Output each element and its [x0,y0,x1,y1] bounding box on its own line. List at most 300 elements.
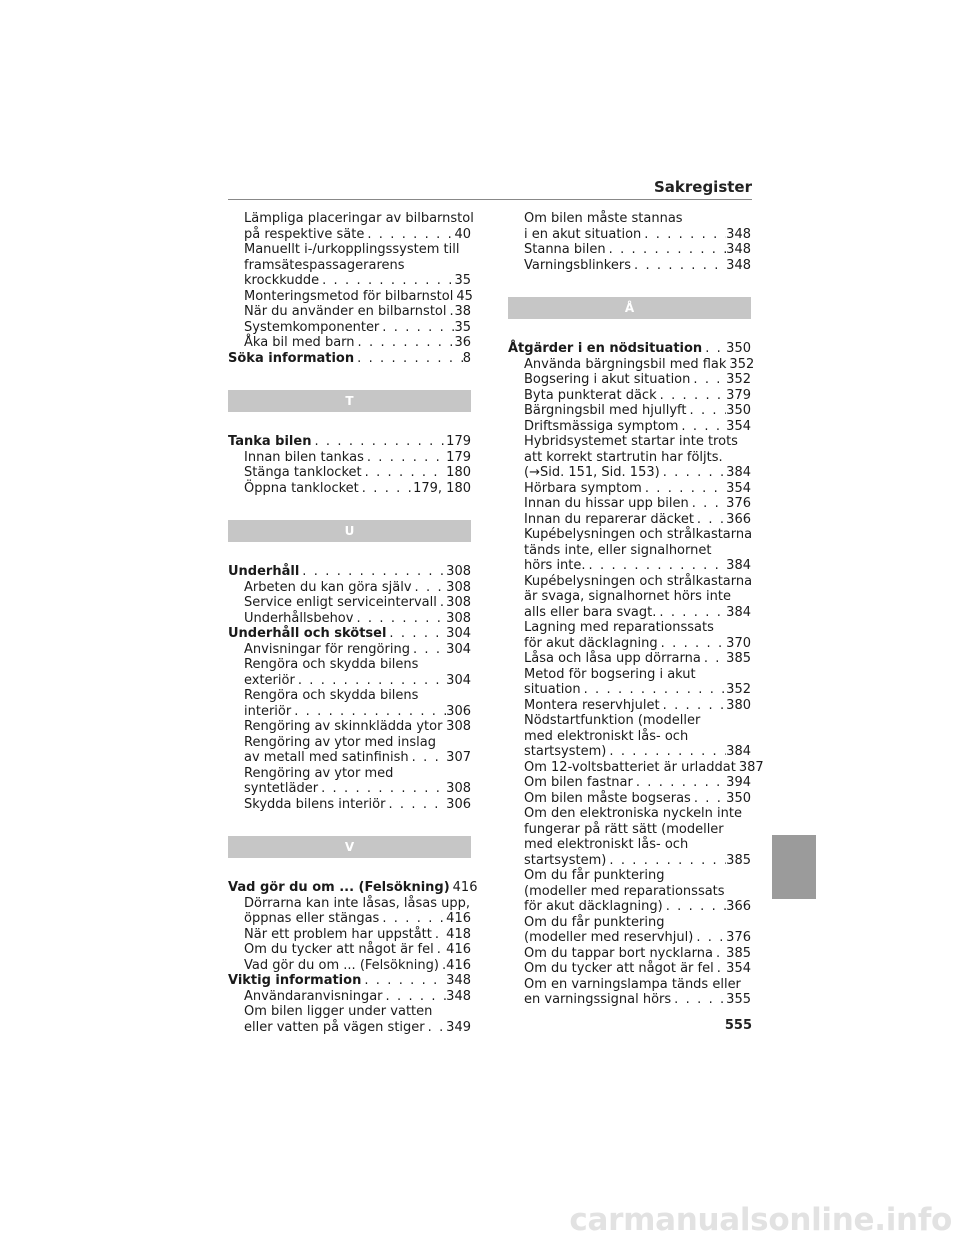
entry-text: fungerar på rätt sätt (modeller [524,821,724,837]
dot-leader [697,512,726,528]
index-entry-main [228,351,471,367]
index-entry-sub [228,611,471,627]
index-entry-sub [228,642,471,658]
entry-text: Viktig information [228,973,362,988]
dot-leader [694,791,726,807]
index-entry-sub [508,450,751,466]
entry-page: 384 [726,558,751,573]
entry-text: krockkudde [244,273,320,288]
entry-text: Underhållsbehov [244,610,354,626]
entry-text: att korrekt startrutin har följts. [524,449,723,465]
index-entry-sub [508,759,764,776]
entry-page: 354 [726,480,751,496]
index-entry-sub [508,915,751,931]
entry-page: 385 [726,651,751,666]
entry-text: en varningssignal hörs [524,992,672,1007]
dot-leader [302,564,446,580]
dot-leader [382,911,446,927]
entry-page: 354 [726,961,751,976]
index-entry-sub [228,673,471,689]
entry-text: Om bilen måste stannas [524,211,683,226]
entry-page: 385 [726,852,751,868]
entry-page: 366 [726,511,751,527]
entry-page: 179 [446,434,471,449]
entry-page: 179 [446,449,471,465]
entry-page: 179, 180 [413,480,471,496]
section-t-entries [228,434,471,496]
right-column [508,211,764,1008]
index-entry-sub [508,636,751,652]
entry-page: 308 [446,579,471,595]
page-number: 555 [724,1018,752,1033]
entry-page: 394 [726,775,751,790]
dot-leader [389,626,446,642]
entry-text: När ett problem har uppstått [244,926,432,942]
entry-text: Åtgärder i en nödsituation [508,341,703,356]
index-entry-sub [228,797,471,813]
index-entry-sub [228,688,471,704]
section-v-entries [228,880,478,1035]
entry-page: 352 [729,356,755,372]
index-entry-sub [508,992,751,1008]
index-entry-sub [508,744,751,760]
dot-leader [645,481,726,497]
index-entry-sub [508,713,751,729]
entry-page: 349 [446,1019,471,1035]
index-entry-main [228,880,478,896]
dot-leader [367,227,454,243]
left-column [228,211,478,1035]
entry-text: Metod för bogsering i akut [524,666,696,682]
index-entry-sub [228,258,471,274]
entry-text: med elektroniskt lås- och [524,728,689,744]
dot-leader [609,242,727,258]
entry-text: situation [524,682,581,697]
index-entry-sub [508,682,751,698]
entry-text: Om bilen fastnar [524,775,633,790]
entry-page: 308 [446,719,471,734]
dot-leader [663,698,727,714]
index-entry-sub [508,434,751,450]
entry-text: Montera reservhjulet [524,697,660,713]
index-entry-sub [228,1004,471,1020]
index-entry-sub [228,273,471,289]
index-entry-sub [508,512,751,528]
dot-leader [681,419,726,435]
entry-page: 350 [726,790,751,806]
entry-page: 304 [446,672,471,688]
dot-leader [437,942,446,958]
index-entry-sub [228,1020,471,1036]
dot-leader [704,651,726,667]
index-entry-sub [228,242,471,258]
entry-page: 8 [462,350,471,366]
dot-leader [358,335,455,351]
index-entry-sub [508,356,755,373]
entry-page: 352 [726,682,751,697]
entry-text: Stänga tanklocket [244,465,362,480]
entry-page: 416 [452,880,478,895]
dot-leader [693,372,726,388]
index-entry-sub [508,574,751,590]
entry-text: Om du tycker att något är fel [524,961,714,976]
entry-page: 38 [454,304,471,319]
entry-text: Använda bärgningsbil med flak [524,356,727,372]
dot-leader [314,434,446,450]
entry-page: 350 [726,341,751,356]
dot-leader [705,341,726,357]
letter-bar-v: V [228,836,471,858]
index-entry-main [228,973,471,989]
index-entry-sub [508,837,751,853]
entry-text: tänds inte, eller signalhornet [524,542,712,558]
entry-page: 308 [446,595,471,610]
index-entry-sub [508,729,751,745]
entry-page: 308 [446,781,471,796]
index-entry-sub [508,946,751,962]
dot-leader [298,673,446,689]
dot-leader [413,642,446,658]
entry-page: 376 [726,930,751,945]
index-entry-sub [228,304,471,320]
entry-text: (→Sid. 151, Sid. 153) [524,465,660,480]
index-entry-main [228,434,471,450]
entry-text: Underhåll och skötsel [228,626,387,641]
index-entry-sub [508,481,751,497]
dot-leader [364,973,446,989]
entry-page: 384 [726,604,751,620]
index-entry-sub [508,543,751,559]
index-entry-sub [508,372,751,388]
index-entry-sub [508,977,751,993]
entry-text: Om bilen ligger under vatten [244,1004,433,1019]
entry-page: 366 [726,899,751,914]
entry-page: 376 [726,496,751,511]
index-entry-sub [508,620,751,636]
entry-text: av metall med satinfinish [244,750,409,765]
index-entry-sub [508,791,751,807]
entry-text: Om du får punktering [524,868,665,883]
entry-text: interiör [244,703,292,719]
entry-text: är svaga, signalhornet hörs inte [524,589,731,604]
entry-page: 304 [446,626,471,641]
entry-page: 308 [446,610,471,626]
index-entry-sub [508,899,751,915]
index-entry-sub [508,496,751,512]
entry-text: Stanna bilen [524,242,606,257]
index-entry-sub [228,911,471,927]
entry-page: 385 [726,945,751,961]
dot-leader [716,946,726,962]
entry-page: 306 [446,796,471,812]
entry-text: Rengöring av ytor med inslag [244,734,436,750]
chapter-tab-marker [772,835,816,899]
entry-page: 35 [454,319,471,335]
index-entry-sub [508,403,751,419]
entry-page: 348 [726,226,751,242]
dot-leader [356,611,446,627]
index-entry-sub [228,750,471,766]
dot-leader [365,465,447,481]
index-entry-sub [228,927,471,943]
entry-text: Om du får punktering [524,914,665,930]
index-entry-sub [508,211,751,227]
entry-page: 348 [446,973,471,988]
entry-page: 379 [726,387,751,403]
entry-text: startsystem) [524,852,607,868]
dot-leader [357,351,463,367]
entry-text: När du använder en bilbarnstol [244,304,447,319]
index-entry-sub [228,989,471,1005]
index-entry-sub [508,667,751,683]
entry-text: Öppna tanklocket [244,480,359,496]
section-aa-entries [508,341,764,1008]
index-entry-sub [508,698,751,714]
entry-text: Arbeten du kan göra själv [244,579,412,595]
entry-text: Underhåll [228,564,300,579]
entry-text: Hybridsystemet startar inte trots [524,434,738,449]
entry-text: Åka bil med barn [244,335,355,350]
entry-text: Nödstartfunktion (modeller [524,713,701,728]
entry-text: Användaranvisningar [244,988,383,1004]
index-entry-sub [508,419,751,435]
index-entry-sub [228,595,471,611]
index-entry-sub [228,958,471,974]
index-entry-sub [228,781,471,797]
entry-text: hörs inte. [524,558,586,573]
entry-page: 348 [726,242,751,257]
index-entry-sub [508,775,751,791]
index-entry-sub [228,335,471,351]
dot-leader [644,227,726,243]
entry-text: i en akut situation [524,226,642,242]
entry-text: framsätespassagerarens [244,257,405,273]
dot-leader [674,992,726,1008]
entry-page: 350 [726,403,751,418]
entry-text: alls eller bara svagt. [524,604,657,620]
entry-page: 416 [446,942,471,957]
dot-leader [382,320,454,336]
index-entry-sub [508,242,751,258]
index-entry-sub [508,227,751,243]
index-entry-sub [508,465,751,481]
dot-leader [362,481,413,497]
entry-page: 352 [726,372,751,387]
index-entry-sub [228,211,474,227]
entry-text: Innan du reparerar däcket [524,511,694,527]
entry-page: 387 [738,759,764,775]
entry-page: 354 [726,418,751,434]
dot-leader [696,930,726,946]
index-entry-sub [228,942,471,958]
index-entry-sub [508,589,751,605]
entry-text: Tanka bilen [228,434,312,449]
section-u-entries [228,564,471,812]
entry-text: Söka information [228,350,355,366]
index-entry-sub [508,822,751,838]
entry-text: Rengöring av skinnklädda ytor [244,719,443,734]
entry-text: Dörrarna kan inte låsas, låsas upp, [244,895,471,911]
entry-page: 306 [446,703,471,719]
dot-leader [428,1020,447,1036]
index-entry-sub [228,289,471,305]
entry-page: 355 [726,992,751,1007]
letter-bar-aa: Å [508,297,751,319]
dot-leader [321,781,446,797]
entry-page: 40 [454,226,471,242]
entry-text: Skydda bilens interiör [244,796,386,812]
index-entry-sub [228,450,471,466]
entry-text: Om 12-voltsbatteriet är urladdat [524,759,736,775]
dot-leader [663,465,726,481]
dot-leader [661,636,727,652]
dot-leader [666,899,726,915]
dot-leader [584,682,727,698]
index-entry-sub [228,657,471,673]
index-entry-sub [508,388,751,404]
entry-page: 380 [726,697,751,713]
dot-leader [589,558,727,574]
entry-text: Vad gör du om ... (Felsökning) [244,957,439,973]
index-entry-sub [228,580,471,596]
entry-text: Bärgningsbil med hjullyft [524,403,687,418]
header-rule [228,199,752,200]
entry-text: Vad gör du om ... (Felsökning) [228,880,450,895]
entry-text: Låsa och låsa upp dörrarna [524,651,701,666]
index-entry-sub [228,735,471,751]
entry-text: startsystem) [524,744,607,759]
dot-leader [412,750,447,766]
entry-text: Service enligt serviceintervall [244,595,437,610]
entry-text: Driftsmässiga symptom [524,418,679,434]
dot-leader [388,797,446,813]
entry-text: Om du tappar bort nycklarna [524,945,713,961]
entry-text: Monteringsmetod för bilbarnstol [244,288,454,304]
index-entry-sub [228,719,471,735]
dot-leader [609,744,726,760]
index-entry-main [508,341,751,357]
entry-text: Manuellt i-/urkopplingssystem till [244,242,460,257]
entry-text: Rengöra och skydda bilens [244,657,419,672]
entry-page: 307 [446,750,471,765]
dot-leader [367,450,446,466]
entry-text: (modeller med reparationssats [524,883,725,899]
entry-page: 416 [446,957,471,973]
dot-leader [322,273,454,289]
index-entry-sub [508,868,751,884]
dot-leader [415,580,447,596]
entry-page: 370 [726,635,751,651]
entry-text: på respektive säte [244,226,365,242]
dot-leader [636,775,726,791]
index-entry-sub [508,605,751,621]
index-entry-sub [228,481,471,497]
dot-leader [689,403,726,419]
index-entry-sub [508,258,751,274]
entry-page: 384 [726,465,751,480]
entry-page: 348 [726,257,751,273]
entry-text: Lagning med reparationssats [524,620,714,635]
entry-text: (modeller med reservhjul) [524,930,694,945]
entry-page: 308 [446,564,471,579]
entry-page: 180 [446,465,471,480]
entry-text: Innan bilen tankas [244,449,364,465]
entry-text: öppnas eller stängas [244,911,380,926]
entry-text: Om bilen måste bogseras [524,790,691,806]
entry-page: 304 [446,641,471,657]
entry-text: exteriör [244,672,295,688]
index-entry-sub [508,806,751,822]
entry-text: Kupébelysningen och strålkastarna [524,527,753,542]
index-entry-sub [228,320,471,336]
index-entry-sub [228,896,471,912]
index-entry-sub [508,558,751,574]
entry-text: Om du tycker att något är fel [244,942,434,957]
dot-leader [386,989,447,1005]
index-entry-sub [228,227,471,243]
index-entry-sub [508,884,751,900]
entry-page: 36 [454,335,471,350]
index-entry-sub [228,704,471,720]
entry-text: för akut däcklagning [524,635,658,651]
letter-bar-t: T [228,390,471,412]
watermark: carmanualsonline.info [569,1202,952,1238]
entry-page: 416 [446,911,471,926]
entry-text: Om en varningslampa tänds eller [524,976,741,992]
right-top-entries [508,211,751,273]
left-top-entries [228,211,474,366]
dot-leader [717,961,726,977]
dot-leader [294,704,446,720]
entry-text: eller vatten på vägen stiger [244,1019,425,1035]
entry-text: med elektroniskt lås- och [524,837,689,852]
entry-text: för akut däcklagning) [524,899,663,914]
entry-page: 384 [726,744,751,759]
entry-text: Systemkomponenter [244,319,380,335]
letter-bar-u: U [228,520,471,542]
dot-leader [692,496,726,512]
index-entry-sub [508,651,751,667]
entry-text: Innan du hissar upp bilen [524,496,689,511]
entry-text: Om den elektroniska nyckeln inte [524,806,742,821]
entry-page: 348 [446,988,471,1004]
dot-leader [634,258,726,274]
entry-text: Rengöring av ytor med [244,765,394,781]
index-entry-sub [228,766,471,782]
entry-text: Lämpliga placeringar av bilbarnstol [244,211,474,226]
index-entry-sub [508,527,751,543]
dot-leader [609,853,726,869]
index-entry-main [228,626,471,642]
entry-text: Bogsering i akut situation [524,372,691,387]
dot-leader [435,927,446,943]
entry-text: Varningsblinkers [524,257,631,273]
index-entry-main [228,564,471,580]
entry-page: 418 [446,926,471,942]
entry-text: Hörbara symptom [524,480,642,496]
entry-text: Kupébelysningen och strålkastarna [524,573,753,589]
dot-leader [660,388,727,404]
entry-text: Anvisningar för rengöring [244,641,410,657]
entry-text: syntetläder [244,781,319,796]
index-entry-sub [228,465,471,481]
entry-text: Byta punkterat däck [524,387,657,403]
index-entry-sub [508,930,751,946]
dot-leader [659,605,726,621]
entry-page: 45 [456,288,473,304]
section-title: Sakregister [653,178,752,196]
index-entry-sub [508,853,751,869]
